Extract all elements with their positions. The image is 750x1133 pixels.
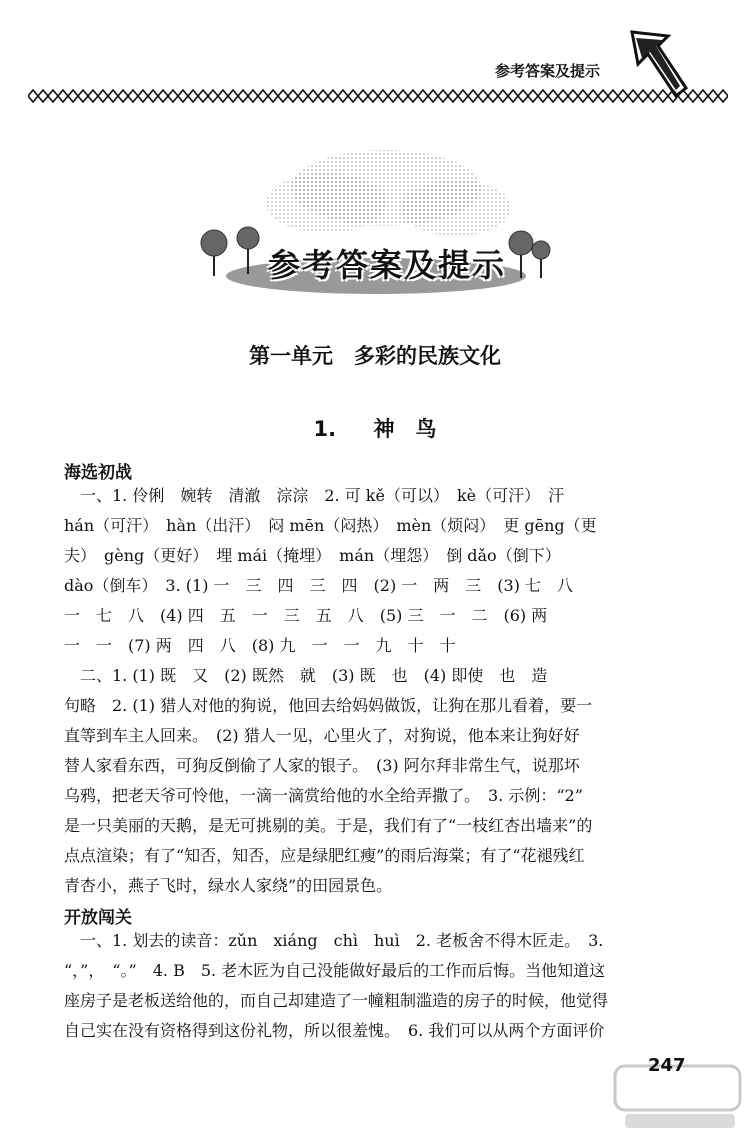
- text-line: 点点渲染；有了“知否，知否，应是绿肥红瘦”的雨后海棠；有了“花褪残红: [64, 846, 585, 865]
- text-line: 一、1. 划去的读音：zǔn xiáng chì huì 2. 老板舍不得木匠走。 3.: [64, 931, 604, 950]
- text-line: 是一只美丽的天鹅，是无可挑剔的美。于是，我们有了“一枝红杏出墙来”的: [64, 816, 593, 835]
- text-line: “，”， “。” 4. B 5. 老木匠为自己没能做好最后的工作而后悔。当他知道这: [64, 961, 606, 980]
- answer-paragraph: [64, 926, 688, 1046]
- decorative-zigzag-divider: [28, 88, 728, 104]
- running-header: 参考答案及提示: [495, 62, 601, 80]
- banner-title: 参考答案及提示: [267, 246, 506, 284]
- section-heading: 开放闯关: [64, 908, 132, 928]
- text-line: 乌鸦，把老天爷可怜他，一滴一滴赏给他的水全给弄撒了。 3. 示例：“2”: [64, 786, 583, 805]
- text-line: 青杏小，燕子飞时，绿水人家绕”的田园景色。: [64, 876, 393, 895]
- text-line: 一 一 (7) 两 四 八 (8) 九 一 一 九 十 十: [64, 636, 456, 655]
- text-line: 二、1. (1) 既 又 (2) 既然 就 (3) 既 也 (4) 即使 也 造: [64, 666, 548, 685]
- text-line: 直等到车主人回来。 (2) 猎人一见，心里火了，对狗说，他本来让狗好好: [64, 726, 580, 745]
- text-line: 自己实在没有资格得到这份礼物，所以很羞愧。 6. 我们可以从两个方面评价: [64, 1021, 605, 1040]
- text-line: 夫） gèng（更好） 埋 mái（掩埋） mán（埋怨） 倒 dǎo（倒下）: [64, 546, 561, 565]
- lesson-title: 1. 神 鸟: [313, 417, 437, 441]
- text-line: 一 七 八 (4) 四 五 一 三 五 八 (5) 三 一 二 (6) 两: [64, 606, 548, 625]
- text-line: hán（可汗） hàn（出汗） 闷 mēn（闷热） mèn（烦闷） 更 gēng（更: [64, 516, 597, 535]
- section-heading: 海选初战: [64, 463, 132, 483]
- unit-title: 第一单元 多彩的民族文化: [249, 344, 501, 368]
- text-line: 座房子是老板送给他的，而自己却建造了一幢粗制滥造的房子的时候，他觉得: [64, 991, 609, 1010]
- text-line: 替人家看东西，可狗反倒偷了人家的银子。 (3) 阿尔拜非常生气，说那坏: [64, 756, 580, 775]
- text-line: 句略 2. (1) 猎人对他的狗说，他回去给妈妈做饭，让狗在那儿看着，要一: [64, 696, 593, 715]
- text-line: 一、1. 伶俐 婉转 清澈 淙淙 2. 可 kě（可以） kè（可汗） 汗: [64, 486, 565, 505]
- answer-paragraph: [64, 481, 688, 901]
- text-line: dào（倒车） 3. (1) 一 三 四 三 四 (2) 一 两 三 (3) 七 八: [64, 576, 574, 595]
- page-number: 247: [648, 1055, 686, 1076]
